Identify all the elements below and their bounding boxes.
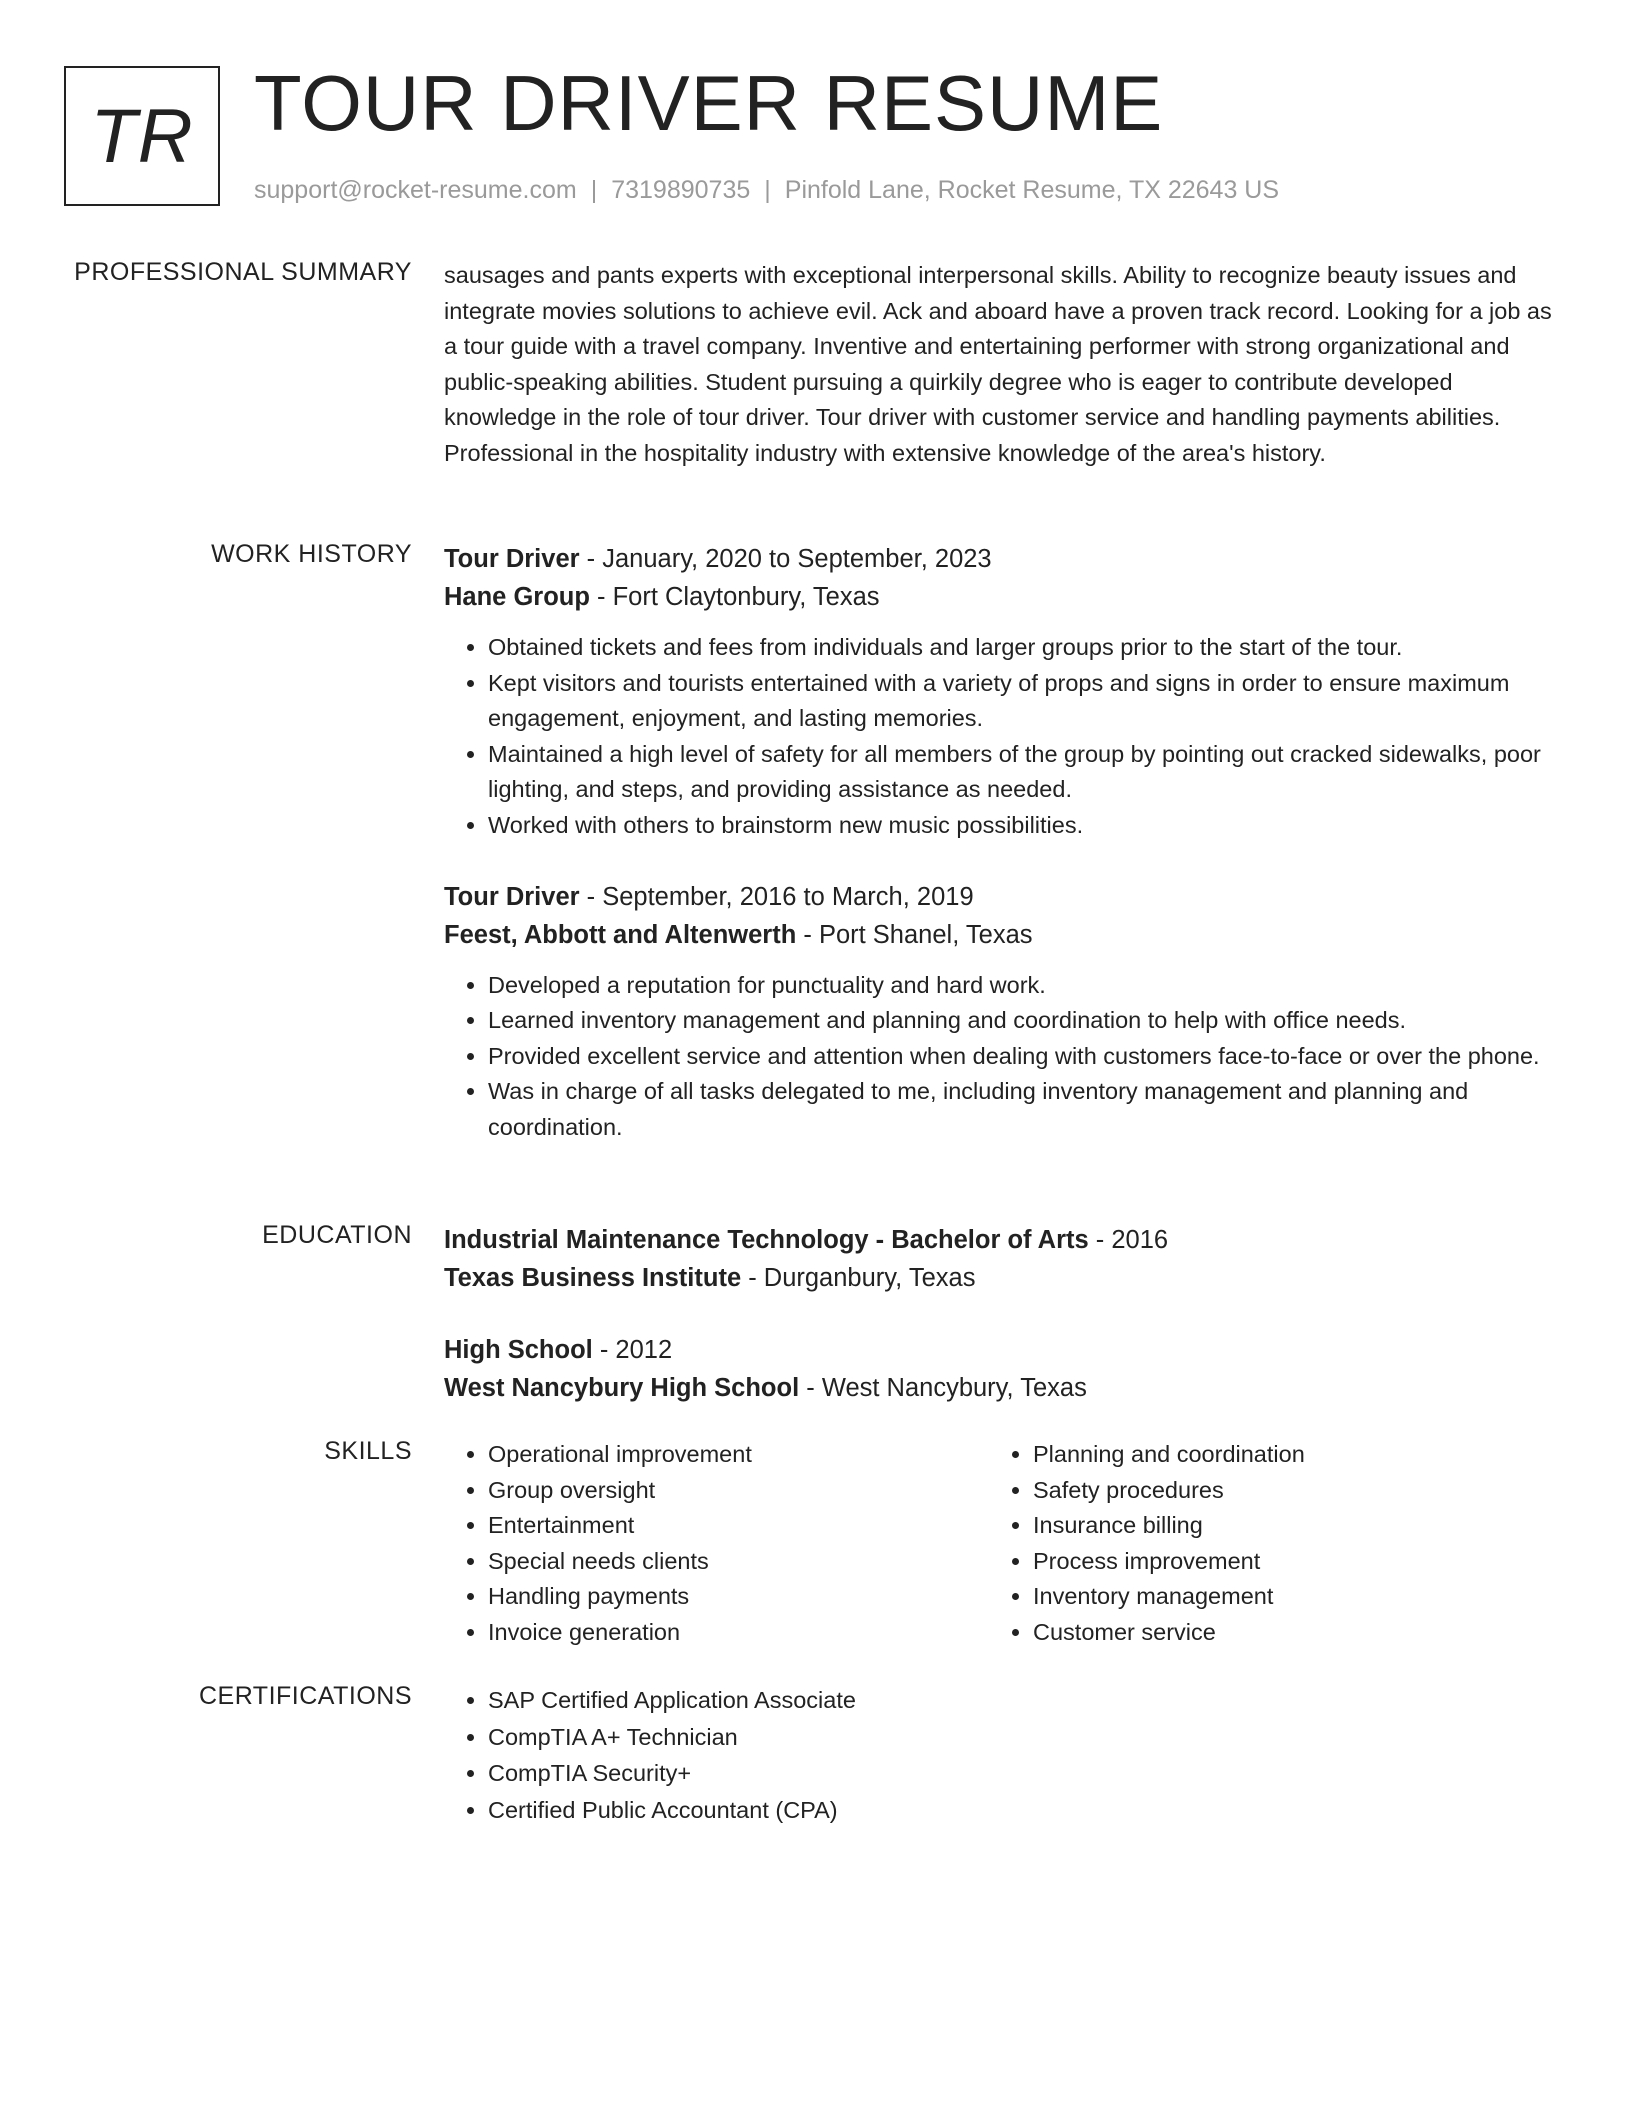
job-bullet: • Maintained a high level of safety for all members of the group by pointing out cracked sidewalks, poor lighting, and steps, and providing assistance as needed. <box>488 737 1554 808</box>
education-location: - West Nancybury, Texas <box>799 1374 1087 1402</box>
skills-body <box>444 1437 1554 1651</box>
section-label-summary: PROFESSIONAL SUMMARY <box>74 258 412 286</box>
skill-item: • Process improvement <box>1033 1544 1534 1580</box>
job-bullet: • Obtained tickets and fees from individuals and larger groups prior to the start of the tour. <box>488 630 1554 666</box>
contact-separator: | <box>590 176 598 204</box>
job-bullet: • Developed a reputation for punctuality and hard work. <box>488 968 1554 1004</box>
job-company-line <box>444 916 1554 954</box>
skill-item: • Operational improvement <box>488 1437 989 1473</box>
skill-item: • Entertainment <box>488 1508 989 1544</box>
education-location: - Durganbury, Texas <box>741 1264 976 1292</box>
job-location: - Fort Claytonbury, Texas <box>589 583 880 611</box>
skills-list-left <box>444 1437 989 1651</box>
job-company: Feest, Abbott and Altenwerth <box>444 920 797 949</box>
job-bullets <box>444 968 1554 1146</box>
skill-item: • Planning and coordination <box>1033 1437 1534 1473</box>
certification-item: • CompTIA A+ Technician <box>488 1719 1554 1756</box>
job-bullet: • Learned inventory management and planning and coordination to help with office needs. <box>488 1003 1554 1039</box>
skill-item: • Handling payments <box>488 1579 989 1615</box>
certification-item: • SAP Certified Application Associate <box>488 1682 1554 1719</box>
job-dates: - September, 2016 to March, 2019 <box>579 882 974 911</box>
job-company: Hane Group <box>444 583 590 611</box>
education-degree: Industrial Maintenance Technology - Bachelor of Arts <box>444 1226 1089 1254</box>
contact-line <box>254 176 1279 205</box>
section-label-work: WORK HISTORY <box>211 540 412 568</box>
education-school-line <box>444 1369 1554 1407</box>
education-entry <box>444 1331 1554 1407</box>
certification-item: • CompTIA Security+ <box>488 1755 1554 1792</box>
certifications-body <box>444 1682 1554 1828</box>
education-degree-line <box>444 1331 1554 1369</box>
job-title-line <box>444 878 1554 916</box>
job-title-line <box>444 540 1554 578</box>
summary-body <box>444 258 1554 472</box>
job-location: - Port Shanel, Texas <box>796 920 1033 949</box>
contact-phone: 7319890735 <box>611 176 751 204</box>
education-body <box>444 1221 1554 1407</box>
education-year: - 2016 <box>1088 1226 1169 1254</box>
job-entry <box>444 540 1554 844</box>
skill-item: • Customer service <box>1033 1615 1534 1651</box>
contact-separator: | <box>764 176 771 204</box>
contact-email: support@rocket-resume.com <box>254 176 577 204</box>
skill-item: • Safety procedures <box>1033 1473 1534 1509</box>
section-label-education: EDUCATION <box>262 1221 412 1249</box>
education-entry <box>444 1221 1554 1297</box>
work-body <box>444 540 1554 1146</box>
summary-text: sausages and pants experts with exceptional interpersonal skills. Ability to recognize beauty issues and integrate movies solutions to achieve evil. Ack and aboard have a proven track record. Looking for a job as a tour guide with a travel company. Inventive and entertaining performer with strong organizational and public-speaking abilities. Student pursuing a quirkily degree who is eager to contribute developed knowledge in the role of tour driver. Tour driver with customer service and handling payments abilities. Professional in the hospitality industry with extensive knowledge of the area's history. <box>444 262 1552 466</box>
monogram-box <box>64 66 220 206</box>
education-degree: High School <box>444 1336 593 1364</box>
education-degree-line <box>444 1221 1554 1259</box>
monogram-initials: TR <box>90 93 194 179</box>
skills-list-right <box>989 1437 1534 1651</box>
job-bullet: • Worked with others to brainstorm new music possibilities. <box>488 808 1554 844</box>
education-year: - 2012 <box>592 1336 673 1364</box>
education-school: Texas Business Institute <box>444 1264 742 1292</box>
job-bullet: • Kept visitors and tourists entertained with a variety of props and signs in order to ensure maximum engagement, enjoyment, and lasting memories. <box>488 666 1554 737</box>
education-school-line <box>444 1259 1554 1297</box>
skill-item: • Invoice generation <box>488 1615 989 1651</box>
section-label-skills: SKILLS <box>324 1437 412 1465</box>
section-label-certifications: CERTIFICATIONS <box>198 1682 412 1710</box>
skill-item: • Special needs clients <box>488 1544 989 1580</box>
contact-address: Pinfold Lane, Rocket Resume, TX 22643 US <box>784 176 1280 204</box>
job-bullet: • Provided excellent service and attention when dealing with customers face-to-face or over the phone. <box>488 1039 1554 1075</box>
job-title: Tour Driver <box>444 882 580 911</box>
skill-item: • Inventory management <box>1033 1579 1534 1615</box>
skill-item: • Insurance billing <box>1033 1508 1534 1544</box>
certifications-list <box>444 1682 1554 1828</box>
job-company-line <box>444 578 1554 616</box>
job-dates: - January, 2020 to September, 2023 <box>579 545 992 573</box>
job-bullet: • Was in charge of all tasks delegated to me, including inventory management and planning and coordination. <box>488 1074 1554 1145</box>
certification-item: • Certified Public Accountant (CPA) <box>488 1792 1554 1829</box>
skill-item: • Group oversight <box>488 1473 989 1509</box>
skills-columns <box>444 1437 1554 1651</box>
education-school: West Nancybury High School <box>444 1374 800 1402</box>
resume-title: TOUR DRIVER RESUME <box>254 59 1164 147</box>
job-entry <box>444 878 1554 1146</box>
job-bullets <box>444 630 1554 844</box>
job-title: Tour Driver <box>444 545 580 573</box>
